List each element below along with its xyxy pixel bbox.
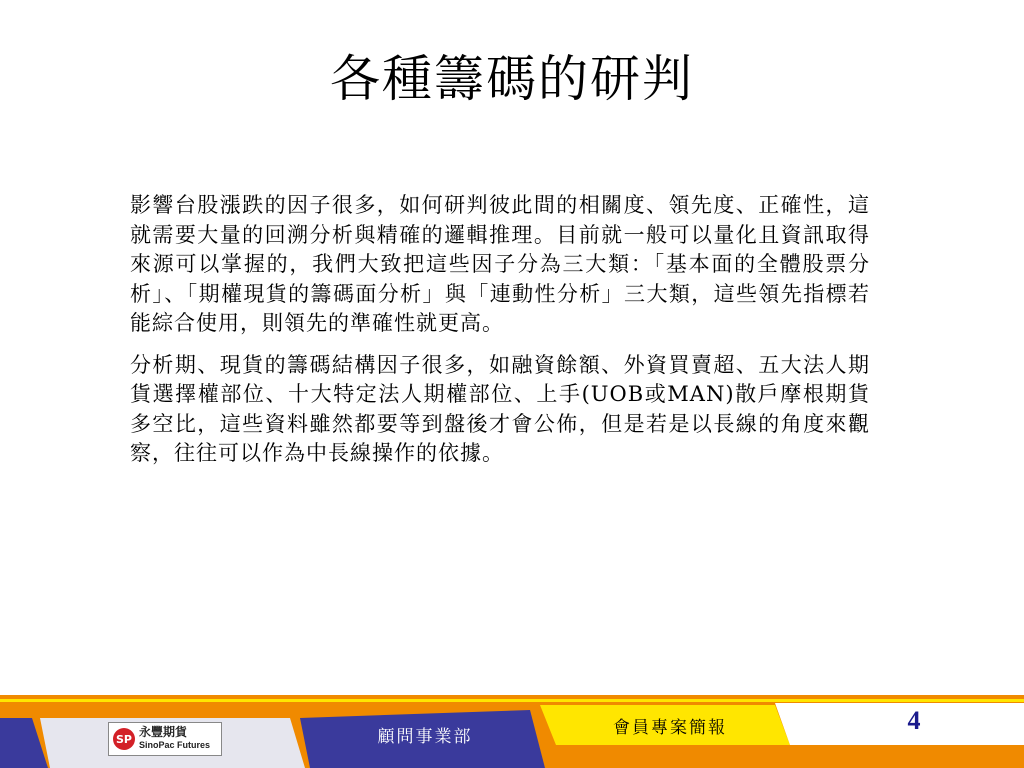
company-logo [108,722,222,756]
body-paragraph-1: 影響台股漲跌的因子很多，如何研判彼此間的相關度、領先度、正確性，這就需要大量的回溯分析與精確的邏輯推理。目前就一般可以量化且資訊取得來源可以掌握的，我們大致把這些因子分為三大類：「基本面的全體股票分析」、「期權現貨的籌碼面分析」與「連動性分析」三大類，這些領先指標若能綜合使用，則領先的準確性就更高。 [130,193,870,335]
body-paragraph-2: 分析期、現貨的籌碼結構因子很多，如融資餘額、外資買賣超、五大法人期貨選擇權部位、十大特定法人期權部位、上手(UOB或MAN)散戶摩根期貨多空比，這些資料雖然都要等到盤後才會公佈，但是若是以長線的角度來觀察，往往可以作為中長線操作的依據。 [130,352,870,465]
page-number: 4 [907,706,921,735]
slide-title: 各種籌碼的研判 [330,50,694,108]
logo-chinese-name: 永豐期貨 [139,725,188,739]
member-briefing-label: 會員專案簡報 [613,718,727,738]
slide-body [130,191,870,481]
sinopac-logo-icon: SP [113,728,135,750]
department-label: 顧問事業部 [377,727,473,747]
logo-english-name: SinoPac Futures [139,740,211,750]
